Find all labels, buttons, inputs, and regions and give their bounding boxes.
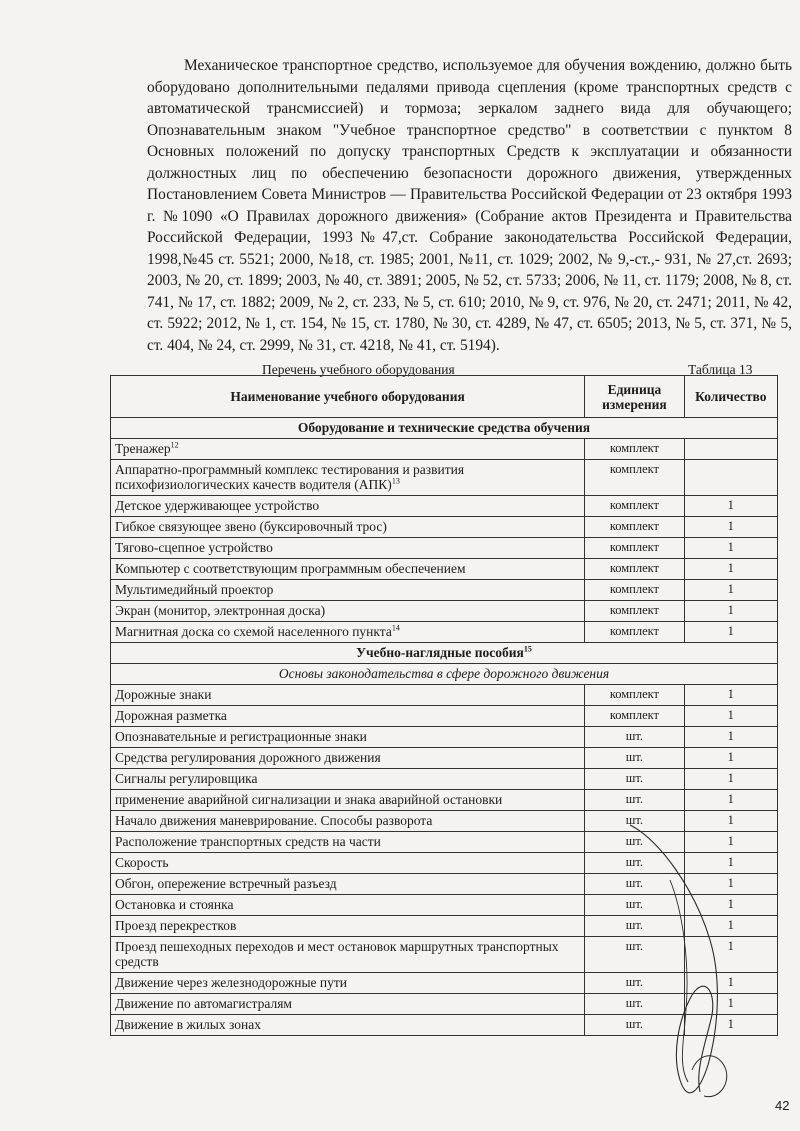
- item-qty: [684, 439, 777, 460]
- table-row: [111, 748, 778, 769]
- header-qty: Количество: [684, 376, 777, 418]
- item-name-text: Обгон, опережение встречный разъезд: [115, 876, 337, 891]
- item-unit: шт.: [585, 790, 684, 811]
- item-name-text: Тягово-сцепное устройство: [115, 540, 273, 555]
- page-number: 42: [775, 1098, 790, 1113]
- table-row: [111, 706, 778, 727]
- item-qty: 1: [684, 790, 777, 811]
- item-name: [111, 460, 585, 496]
- table-row: [111, 460, 778, 496]
- item-unit: комплект: [585, 496, 684, 517]
- item-qty: 1: [684, 853, 777, 874]
- item-name-text: Движение в жилых зонах: [115, 1017, 261, 1032]
- table-row: [111, 538, 778, 559]
- item-name-text: Начало движения маневрирование. Способы разворота: [115, 813, 433, 828]
- intro-paragraph: Механическое транспортное средство, используемое для обучения вождению, должно быть оборудовано дополнительными педалями привода сцепления (кроме транспортных средств с автоматической трансмиссией) и тормоза; зеркалом заднего вида для обучающего; Опознавательным знаком "Учебное транспортное средство" в соответствии с пунктом 8 Основных положений по допуску транспортных Средств к эксплуатации и обязанности должностных лиц по обеспечению безопасности дорожного движения, утвержденных Постановлением Совета Министров — Правительства Российской Федерации от 23 октября 1993 г. №1090 «О Правилах дорожного движения» (Собрание актов Президента и Правительства Российской Федерации, 1993№47,ст. Собрание законодательства Российской Федерации, 1998,№45 ст. 5521; 2000, №18, ст. 1985; 2001, №11, ст. 1029; 2002, № 9,-ст.,- 931, № 27,ст. 2693; 2003, № 20, ст. 1899; 2003, № 40, ст. 3891; 2005, № 52, ст. 5733; 2006, № 11, ст. 1179; 2008, № 8, ст. 741, № 17, ст. 1882; 2009, № 2, ст. 233, № 5, ст. 610; 2010, № 9, ст. 976, № 20, ст. 2471; 2011, № 42, ст. 5922; 2012, № 1, ст. 154, № 15, ст. 1780, № 30, ст. 4289, № 47, ст. 6505; 2013, № 5, ст. 371, № 5, ст. 404, № 24, ст. 2999, № 31, ст. 4218, № 41, ст. 5194).: [147, 57, 792, 354]
- item-name: [111, 601, 585, 622]
- item-name: [111, 853, 585, 874]
- item-qty: 1: [684, 622, 777, 643]
- item-qty: 1: [684, 748, 777, 769]
- item-unit: шт.: [585, 937, 684, 973]
- item-name-text: Компьютер с соответствующим программным обеспечением: [115, 561, 466, 576]
- item-unit: шт.: [585, 727, 684, 748]
- table-row: [111, 601, 778, 622]
- item-unit: шт.: [585, 916, 684, 937]
- item-name-text: Магнитная доска со схемой населенного пункта: [115, 624, 392, 639]
- footnote-mark: 14: [391, 623, 400, 633]
- header-unit: Единица измерения: [585, 376, 684, 418]
- item-unit: комплект: [585, 580, 684, 601]
- item-qty: 1: [684, 706, 777, 727]
- item-name: [111, 916, 585, 937]
- item-qty: 1: [684, 916, 777, 937]
- item-name: [111, 994, 585, 1015]
- item-name-text: Мультимедийный проектор: [115, 582, 274, 597]
- item-name-text: Детское удерживающее устройство: [115, 498, 320, 513]
- item-qty: 1: [684, 994, 777, 1015]
- item-name-text: Скорость: [115, 855, 169, 870]
- table-row: [111, 622, 778, 643]
- item-name-text: Гибкое связующее звено (буксировочный трос): [115, 519, 387, 534]
- table-number: Таблица 13: [688, 362, 753, 377]
- item-name-text: Расположение транспортных средств на части: [115, 834, 381, 849]
- footnote-mark: 13: [391, 476, 400, 486]
- table-row: [111, 496, 778, 517]
- table-row: [111, 439, 778, 460]
- item-name-text: Дорожная разметка: [115, 708, 227, 723]
- list-caption: Перечень учебного оборудования: [262, 362, 455, 377]
- section-row: [111, 643, 778, 664]
- item-unit: шт.: [585, 748, 684, 769]
- item-unit: комплект: [585, 601, 684, 622]
- item-name: [111, 559, 585, 580]
- item-name-text: Движение через железнодорожные пути: [115, 975, 347, 990]
- item-name-text: Аппаратно-программный комплекс тестирования и развития психофизиологических качеств водителя (АПК): [115, 462, 465, 492]
- item-name-text: применение аварийной сигнализации и знака аварийной остановки: [115, 792, 503, 807]
- item-name-text: Остановка и стоянка: [115, 897, 234, 912]
- item-unit: комплект: [585, 559, 684, 580]
- item-name: [111, 706, 585, 727]
- item-unit: комплект: [585, 538, 684, 559]
- item-name-text: Сигналы регулировщика: [115, 771, 258, 786]
- item-name: [111, 517, 585, 538]
- table-row: [111, 517, 778, 538]
- item-unit: комплект: [585, 439, 684, 460]
- item-unit: комплект: [585, 706, 684, 727]
- item-name-text: Средства регулирования дорожного движения: [115, 750, 381, 765]
- item-qty: 1: [684, 895, 777, 916]
- section-aids-title: [111, 643, 778, 664]
- item-name: [111, 769, 585, 790]
- table-row: [111, 559, 778, 580]
- item-qty: [684, 460, 777, 496]
- table-row: [111, 727, 778, 748]
- table-row: [111, 790, 778, 811]
- item-qty: 1: [684, 685, 777, 706]
- item-unit: комплект: [585, 685, 684, 706]
- item-name-text: Тренажер: [115, 441, 171, 456]
- item-qty: 1: [684, 973, 777, 994]
- item-qty: 1: [684, 937, 777, 973]
- item-qty: 1: [684, 538, 777, 559]
- item-name-text: Проезд перекрестков: [115, 918, 237, 933]
- item-qty: 1: [684, 832, 777, 853]
- item-qty: 1: [684, 769, 777, 790]
- item-name-text: Дорожные знаки: [115, 687, 212, 702]
- item-name: [111, 790, 585, 811]
- item-unit: комплект: [585, 460, 684, 496]
- item-name-text: Проезд пешеходных переходов и мест остановок маршрутных транспортных средств: [115, 939, 559, 969]
- item-name: [111, 748, 585, 769]
- item-name: [111, 622, 585, 643]
- item-qty: 1: [684, 601, 777, 622]
- item-name: [111, 1015, 585, 1036]
- item-name-text: Движение по автомагистралям: [115, 996, 292, 1011]
- item-unit: шт.: [585, 811, 684, 832]
- item-name: [111, 727, 585, 748]
- item-unit: шт.: [585, 853, 684, 874]
- item-unit: шт.: [585, 832, 684, 853]
- section-row: [111, 418, 778, 439]
- header-name: Наименование учебного оборудования: [111, 376, 585, 418]
- item-name: [111, 832, 585, 853]
- item-unit: шт.: [585, 769, 684, 790]
- item-unit: шт.: [585, 1015, 684, 1036]
- item-name-text: Опознавательные и регистрационные знаки: [115, 729, 367, 744]
- table-row: [111, 580, 778, 601]
- subsection-law-title: Основы законодательства в сфере дорожного движения: [111, 664, 778, 685]
- item-unit: шт.: [585, 973, 684, 994]
- item-unit: комплект: [585, 517, 684, 538]
- item-name: [111, 937, 585, 973]
- item-unit: комплект: [585, 622, 684, 643]
- section-equipment-title: Оборудование и технические средства обучения: [111, 418, 778, 439]
- item-qty: 1: [684, 559, 777, 580]
- item-name: [111, 811, 585, 832]
- signature-scribble: [600, 820, 750, 1110]
- item-qty: 1: [684, 874, 777, 895]
- footnote-mark: 15: [523, 644, 532, 654]
- item-qty: 1: [684, 727, 777, 748]
- footnote-mark: 12: [170, 440, 179, 450]
- table-header-row: [111, 376, 778, 418]
- item-unit: шт.: [585, 895, 684, 916]
- subsection-row: [111, 664, 778, 685]
- item-name: [111, 973, 585, 994]
- item-name: [111, 538, 585, 559]
- item-qty: 1: [684, 1015, 777, 1036]
- table-row: [111, 769, 778, 790]
- item-qty: 1: [684, 517, 777, 538]
- item-name: [111, 496, 585, 517]
- item-name: [111, 580, 585, 601]
- item-name: [111, 685, 585, 706]
- item-unit: шт.: [585, 874, 684, 895]
- item-qty: 1: [684, 496, 777, 517]
- item-qty: 1: [684, 580, 777, 601]
- section-aids-text: Учебно-наглядные пособия: [356, 645, 524, 660]
- table-row: [111, 685, 778, 706]
- item-qty: 1: [684, 811, 777, 832]
- item-name: [111, 874, 585, 895]
- item-name: [111, 439, 585, 460]
- item-unit: шт.: [585, 994, 684, 1015]
- item-name: [111, 895, 585, 916]
- item-name-text: Экран (монитор, электронная доска): [115, 603, 326, 618]
